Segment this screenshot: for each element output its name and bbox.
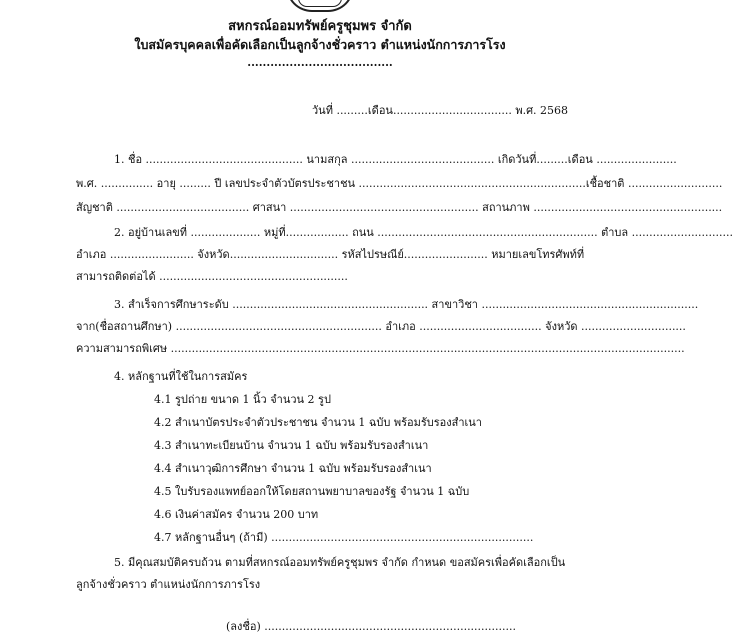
- evidence-item-4-6: 4.6 เงินค่าสมัคร จำนวน 200 บาท: [154, 508, 319, 521]
- section3-line1: 3. สำเร็จการศึกษาระดับ ........................................................ สาขาวิชา ..............................................................: [114, 298, 699, 311]
- evidence-item-4-5: 4.5 ใบรับรองแพทย์ออกให้โดยสถานพยาบาลของรัฐ จำนวน 1 ฉบับ: [154, 485, 470, 498]
- cooperative-logo: [286, 0, 354, 12]
- logo-detail: [298, 0, 342, 7]
- evidence-item-4-3: 4.3 สำเนาทะเบียนบ้าน จำนวน 1 ฉบับ พร้อมรับรองสำเนา: [154, 439, 429, 452]
- evidence-item-4-2: 4.2 สำเนาบัตรประจำตัวประชาชน จำนวน 1 ฉบับ พร้อมรับรองสำเนา: [154, 416, 482, 429]
- section5-line2: ลูกจ้างชั่วคราว ตำแหน่งนักการภารโรง: [76, 578, 261, 591]
- evidence-item-4-7: 4.7 หลักฐานอื่นๆ (ถ้ามี) ...........................................................................: [154, 531, 534, 544]
- section5-line1: 5. มีคุณสมบัติครบถ้วน ตามที่สหกรณ์ออมทรัพย์ครูชุมพร จำกัด กำหนด ขอสมัครเพื่อคัดเลือกเป็น: [114, 556, 566, 569]
- section2-line1: 2. อยู่บ้านเลขที่ .................... หมู่ที่.................. ถนน ............................................................... ตำบล .............................: [114, 226, 733, 239]
- section1-line2: พ.ศ. ............... อายุ ......... ปี เลขประจำตัวบัตรประชาชน .................................................................เชื้อชาติ ...........................: [76, 177, 723, 190]
- section3-line3: ความสามารถพิเศษ ...................................................................................................................................................: [76, 342, 685, 355]
- section1-line1: 1. ชื่อ ............................................. นามสกุล ......................................... เกิดวันที่.........เดือน .......................: [114, 153, 677, 166]
- section3-line2: จาก(ชื่อสถานศึกษา) ........................................................... อำเภอ ................................... จังหวัด ..............................: [76, 320, 686, 333]
- section4-heading: 4. หลักฐานที่ใช้ในการสมัคร: [114, 370, 248, 383]
- section2-line2: อำเภอ ........................ จังหวัด............................... รหัสไปรษณีย์........................ หมายเลขโทรศัพท์ที่: [76, 248, 585, 261]
- evidence-item-4-4: 4.4 สำเนาวุฒิการศึกษา จำนวน 1 ฉบับ พร้อมรับรองสำเนา: [154, 462, 432, 475]
- org-name: สหกรณ์ออมทรัพย์ครูชุมพร จำกัด: [228, 19, 412, 34]
- section1-line3: สัญชาติ ...................................... ศาสนา ...................................................... สถานภาพ ......................................................: [76, 201, 723, 214]
- section2-line3: สามารถติดต่อได้ ......................................................: [76, 270, 348, 283]
- title-underline: ......................................: [247, 56, 393, 69]
- evidence-item-4-1: 4.1 รูปถ่าย ขนาด 1 นิ้ว จำนวน 2 รูป: [154, 393, 331, 406]
- form-title: ใบสมัครบุคคลเพื่อคัดเลือกเป็นลูกจ้างชั่วคราว ตำแหน่งนักการภารโรง: [134, 37, 506, 52]
- date-line: วันที่ .........เดือน.................................. พ.ศ. 2568: [312, 104, 569, 117]
- signature-line: (ลงชื่อ) ........................................................................: [226, 620, 517, 633]
